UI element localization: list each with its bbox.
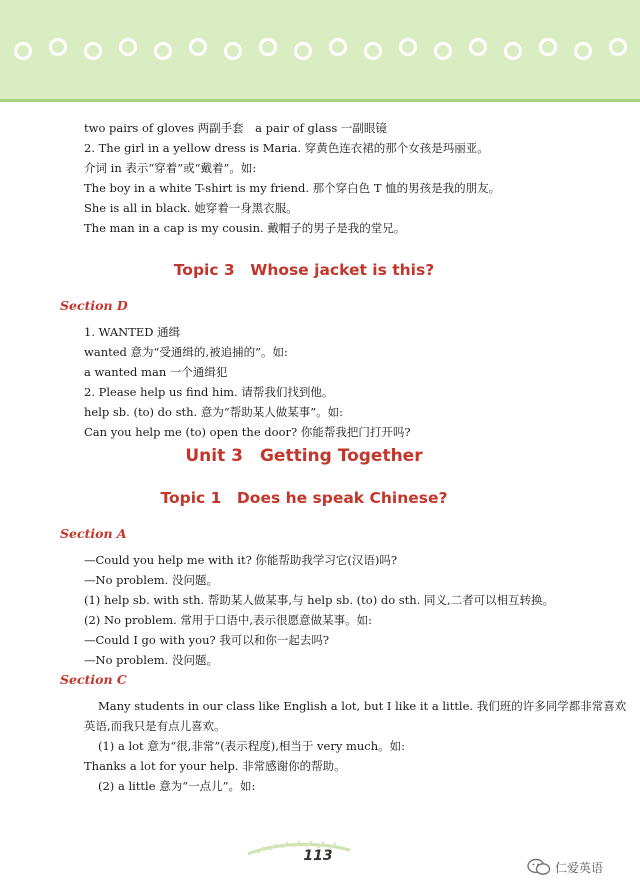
text-line: The boy in a white T-shirt is my friend. 那个穿白色 T 恤的男孩是我的朋友。: [84, 181, 501, 195]
text-line: 2. Please help us find him. 请帮我们找到他。: [84, 385, 334, 399]
ring-ornament-icon: [364, 42, 382, 60]
ring-ornament-icon: [154, 42, 172, 60]
section-heading: Section A: [60, 526, 127, 541]
text-line: wanted 意为“受通缉的,被追捕的”。如:: [84, 345, 288, 359]
unit-heading: Unit 3 Getting Together: [185, 446, 423, 466]
ring-ornament-icon: [574, 42, 592, 60]
text-line: (1) help sb. with sth. 帮助某人做某事,与 help sb. (to) do sth. 同义,二者可以相互转换。: [84, 593, 555, 607]
watermark: [527, 856, 637, 880]
wechat-icon: [527, 858, 551, 876]
text-line: Many students in our class like English a lot, but I like it a little. 我们班的许多同学都非常喜欢: [98, 699, 627, 713]
ring-ornament-icon: [224, 42, 242, 60]
text-line: The man in a cap is my cousin. 戴帽子的男子是我的堂兄。: [84, 221, 406, 235]
text-line: two pairs of gloves 两副手套 a pair of glass 一副眼镜: [84, 121, 387, 135]
ring-ornament-icon: [469, 38, 487, 56]
ring-ornament-icon: [399, 38, 417, 56]
ring-ornament-icon: [119, 38, 137, 56]
ring-ornament-icon: [504, 42, 522, 60]
ring-ornament-icon: [294, 42, 312, 60]
topic-heading: Topic 3 Whose jacket is this?: [173, 261, 435, 279]
text-line: 介词 in 表示“穿着”或“戴着”。如:: [84, 161, 257, 175]
header-rings-decoration: [0, 38, 640, 66]
text-line: 1. WANTED 通缉: [84, 325, 181, 339]
text-line: Thanks a lot for your help. 非常感谢你的帮助。: [84, 759, 346, 773]
header-divider: [0, 99, 640, 102]
text-line: 英语,而我只是有点儿喜欢。: [84, 719, 226, 733]
page-number: 113: [303, 848, 333, 864]
ring-ornament-icon: [609, 38, 627, 56]
text-line: (1) a lot 意为“很,非常”(表示程度),相当于 very much。如:: [98, 739, 406, 753]
ring-ornament-icon: [49, 38, 67, 56]
text-line: (2) a little 意为“一点儿”。如:: [98, 779, 256, 793]
text-line: —No problem. 没问题。: [84, 653, 218, 667]
text-line: help sb. (to) do sth. 意为“帮助某人做某事”。如:: [84, 405, 343, 419]
text-line: She is all in black. 她穿着一身黑衣服。: [84, 201, 298, 215]
topic-heading: Topic 1 Does he speak Chinese?: [160, 489, 448, 507]
ring-ornament-icon: [539, 38, 557, 56]
ring-ornament-icon: [329, 38, 347, 56]
text-line: 2. The girl in a yellow dress is Maria. 穿黄色连衣裙的那个女孩是玛丽亚。: [84, 141, 489, 155]
text-line: —Could I go with you? 我可以和你一起去吗?: [84, 633, 329, 647]
text-line: —Could you help me with it? 你能帮助我学习它(汉语)吗?: [84, 553, 398, 567]
ring-ornament-icon: [14, 42, 32, 60]
ring-ornament-icon: [259, 38, 277, 56]
section-heading: Section C: [60, 672, 127, 687]
text-line: Can you help me (to) open the door? 你能帮我把门打开吗?: [84, 425, 411, 439]
ring-ornament-icon: [189, 38, 207, 56]
section-heading: Section D: [60, 298, 128, 313]
text-line: —No problem. 没问题。: [84, 573, 218, 587]
watermark-text: 仁爱英语: [555, 861, 604, 875]
ring-ornament-icon: [434, 42, 452, 60]
page-content: [60, 118, 627, 796]
ring-ornament-icon: [84, 42, 102, 60]
text-line: a wanted man 一个通缉犯: [84, 365, 228, 379]
text-line: (2) No problem. 常用于口语中,表示很愿意做某事。如:: [84, 613, 372, 627]
